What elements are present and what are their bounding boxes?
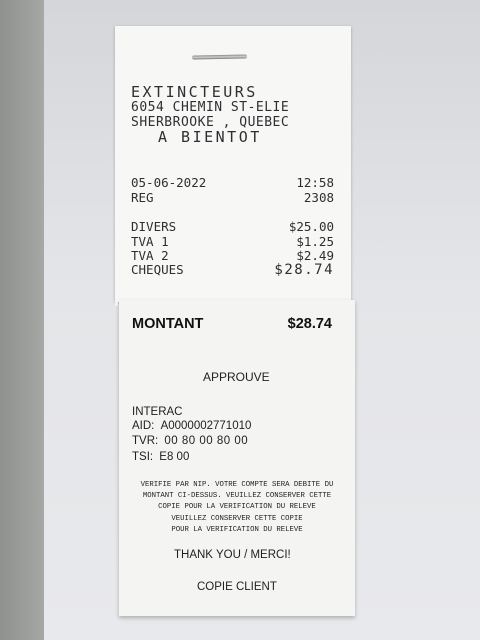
line-item (131, 248, 334, 263)
disclaimer-line: MONTANT CI-DESSUS. VEUILLEZ CONSERVER CETTE (142, 492, 332, 501)
tvr-row (132, 435, 248, 447)
register-row (131, 190, 334, 205)
line-item-amount: $2.49 (296, 248, 334, 263)
line-item (131, 219, 334, 234)
copy-label: COPIE CLIENT (197, 581, 277, 593)
disclaimer-line: COPIE POUR LA VERIFICATION DU RELEVE (158, 503, 316, 512)
amount-value: $28.74 (287, 316, 332, 332)
disclaimer-line: VERIFIE PAR NIP. VOTRE COMPTE SERA DEBITE DU (140, 481, 334, 489)
disclaimer-line: VEUILLEZ CONSERVER CETTE COPIE (171, 514, 303, 523)
register-label: REG (131, 190, 154, 205)
line-item-label: TVA 1 (131, 234, 169, 249)
line-item-label: DIVERS (131, 219, 177, 234)
tsi-value: E8 00 (159, 451, 190, 463)
tvr-value: 00 80 00 80 00 (164, 435, 249, 447)
aid-row (132, 420, 251, 432)
line-item-label: TVA 2 (131, 248, 169, 263)
line-item-amount: $1.25 (296, 234, 334, 249)
register-number: 2308 (303, 190, 334, 205)
amount-label: MONTANT (132, 316, 204, 332)
line-item-label: CHEQUES (131, 262, 184, 277)
disclaimer-line: POUR LA VERIFICATION DU RELEVE (171, 525, 303, 534)
merchant-name: EXTINCTEURS (131, 83, 258, 101)
approval-status: APPROUVE (203, 370, 270, 384)
tvr-label: TVR: (132, 435, 159, 447)
date-time-row (131, 175, 334, 190)
disclaimer-text (128, 480, 346, 536)
thank-you-message: THANK YOU / MERCI! (174, 549, 291, 561)
greeting: A BIENTOT (158, 128, 262, 146)
line-item-amount: $25.00 (288, 219, 334, 234)
aid-label: AID: (132, 420, 155, 432)
tsi-row (132, 451, 189, 463)
receipt-date: 05-06-2022 (131, 175, 207, 190)
amount-row (132, 316, 332, 332)
merchant-address-line1: 6054 CHEMIN ST-ELIE (131, 100, 290, 115)
line-item-total (131, 262, 334, 278)
tsi-label: TSI: (132, 451, 154, 463)
line-item (131, 234, 334, 249)
receipt-time: 12:58 (296, 175, 334, 190)
line-item-amount: $28.74 (274, 262, 334, 278)
aid-value: A0000002771010 (160, 420, 252, 432)
merchant-address-line2: SHERBROOKE , QUEBEC (131, 115, 290, 130)
card-network: INTERAC (132, 406, 183, 418)
